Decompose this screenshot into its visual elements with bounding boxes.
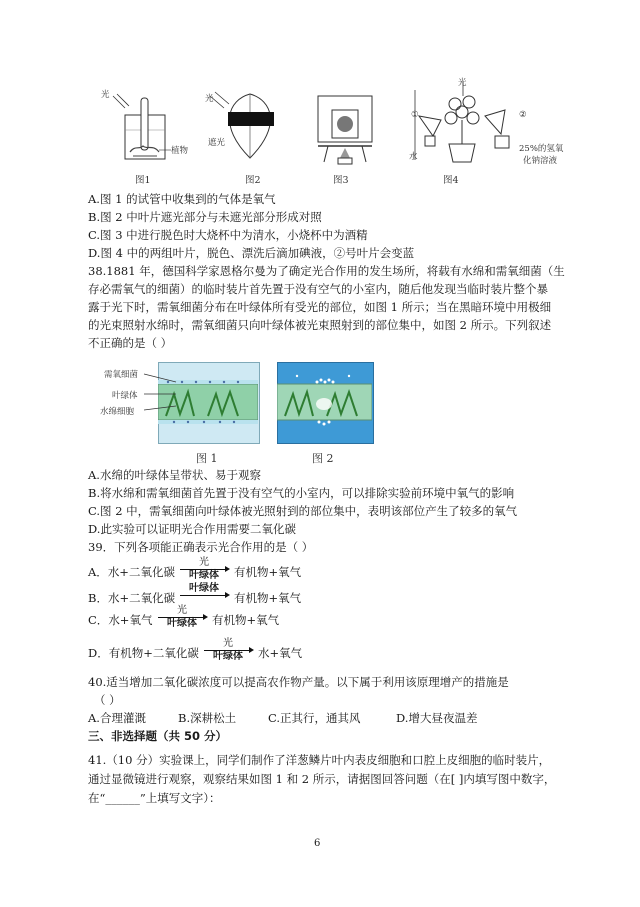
q38-stem-line-4: 的光束照射水绵时，需氧细菌只向叶绿体被光束照射到的部位集中，如图 2 所示。下列叙述: [88, 318, 552, 332]
fig1-light-label: 光: [101, 90, 110, 100]
q40-option-a: A.合理灌溉: [88, 711, 146, 725]
q39-b-lhs: B．水+二氧化碳: [88, 591, 176, 605]
fig4-water-label: 水: [409, 152, 418, 162]
fig4-light-label: 光: [458, 78, 467, 88]
q40-paren: （ ）: [94, 693, 121, 707]
q38-figure-2-caption: 图 2: [312, 452, 334, 465]
fig4-caption: 图4: [443, 175, 459, 186]
q39-b-arrow: 叶绿体: [180, 583, 228, 596]
fig3-caption: 图3: [333, 175, 349, 186]
fig2-shade-label: 遮光: [208, 138, 226, 148]
fig4-naoh-label-1: 25%的氢氧: [519, 144, 564, 154]
q38-label-pointers: [140, 368, 180, 418]
q38-stem-line-5: 不正确的是（ ）: [88, 336, 173, 350]
q38-option-c: C.图 2 中，需氧细菌向叶绿体被光照射到的部位集中，表明该部位产生了较多的氧气: [88, 504, 518, 518]
q41-line-3: 在“______”上填写文字）：: [88, 791, 221, 805]
fig4-label-2: ②: [519, 110, 527, 120]
q38-label-chloroplast: 叶绿体: [112, 391, 138, 401]
fig3-illustration: [310, 90, 380, 170]
q39-option-c: [88, 605, 388, 635]
q40-stem: 40.适当增加二氧化碳浓度可以提高农作物产量。以下属于利用该原理增产的措施是: [88, 675, 509, 689]
q38-option-d: D.此实验可以证明光合作用需要二氧化碳: [88, 522, 296, 536]
q38-option-a: A.水绵的叶绿体呈带状、易于观察: [88, 468, 261, 482]
q40-option-b: B.深耕松土: [178, 711, 237, 725]
q38-stem-line-3: 露于光下时，需氧细菌分布在叶绿体所有受光的部位，如图 1 所示；当在黑暗环境中用极细: [88, 300, 552, 314]
fig1-plant-label: 植物: [171, 146, 189, 156]
q39-d-lhs: D．有机物+二氧化碳: [88, 646, 199, 660]
q40-option-c: C.正其行，通其风: [268, 711, 361, 725]
q39-d-rhs: 水+氧气: [258, 646, 303, 660]
q38-figure-1-caption: 图 1: [196, 452, 218, 465]
fig4-label-1: ①: [411, 110, 419, 120]
q39-a-rhs: 有机物+氧气: [234, 565, 302, 579]
q39-c-arrow: 光 叶绿体: [158, 605, 206, 630]
q39-c-lhs: C．水+氧气: [88, 613, 153, 627]
q37-option-b: B.图 2 中叶片遮光部分与未遮光部分形成对照: [88, 210, 322, 224]
q37-option-a: A.图 1 的试管中收集到的气体是氧气: [88, 192, 276, 206]
q37-option-d: D.图 4 中的两组叶片，脱色、漂洗后滴加碘液，②号叶片会变蓝: [88, 246, 415, 260]
q38-stem-line-2: 存必需氧气的细菌）的临时装片首先置于没有空气的小室内，随后他发现当临时装片整个暴: [88, 282, 548, 296]
q39-d-arrow: 光 叶绿体: [204, 638, 252, 663]
q39-a-arrow: 光 叶绿体: [180, 557, 228, 582]
section-3-heading: 三、非选择题（共 50 分）: [88, 729, 228, 743]
q38-stem-line-1: 38.1881 年，德国科学家恩格尔曼为了确定光合作用的发生场所，将载有水绵和需氧细菌（生: [88, 264, 565, 278]
q39-stem: 39．下列各项能正确表示光合作用的是（ ）: [88, 540, 314, 554]
q39-a-lhs: A．水+二氧化碳: [88, 565, 175, 579]
q38-label-bacteria: 需氧细菌: [104, 370, 139, 380]
fig4-naoh-label-2: 化钠溶液: [523, 156, 558, 166]
figure-row-top: [95, 78, 564, 190]
q39-b-rhs: 有机物+氧气: [234, 591, 302, 605]
q39-option-d: [88, 638, 388, 668]
fig1-caption: 图1: [135, 175, 151, 186]
q38-figure-2-cell: [277, 362, 372, 442]
fig4-illustration: [405, 80, 525, 170]
q38-label-spirogyra-cell: 水绵细胞: [100, 407, 135, 417]
fig2-caption: 图2: [245, 175, 261, 186]
fig2-illustration: [210, 86, 290, 166]
q38-option-b: B.将水绵和需氧细菌首先置于没有空气的小室内，可以排除实验前环境中氧气的影响: [88, 486, 515, 500]
fig2-light-label: 光: [205, 94, 214, 104]
q39-c-rhs: 有机物+氧气: [212, 613, 280, 627]
page-number: 6: [314, 838, 321, 849]
q40-option-d: D.增大昼夜温差: [396, 711, 478, 725]
q37-option-c: C.图 3 中进行脱色时大烧杯中为清水，小烧杯中为酒精: [88, 228, 368, 242]
q41-line-2: 通过显微镜进行观察，观察结果如图 1 和 2 所示，请据图回答问题（在[ ]内填写图中数字，: [88, 772, 556, 786]
q41-line-1: 41.（10 分）实验课上，同学们制作了洋葱鳞片叶内表皮细胞和口腔上皮细胞的临时装片，: [88, 753, 551, 767]
